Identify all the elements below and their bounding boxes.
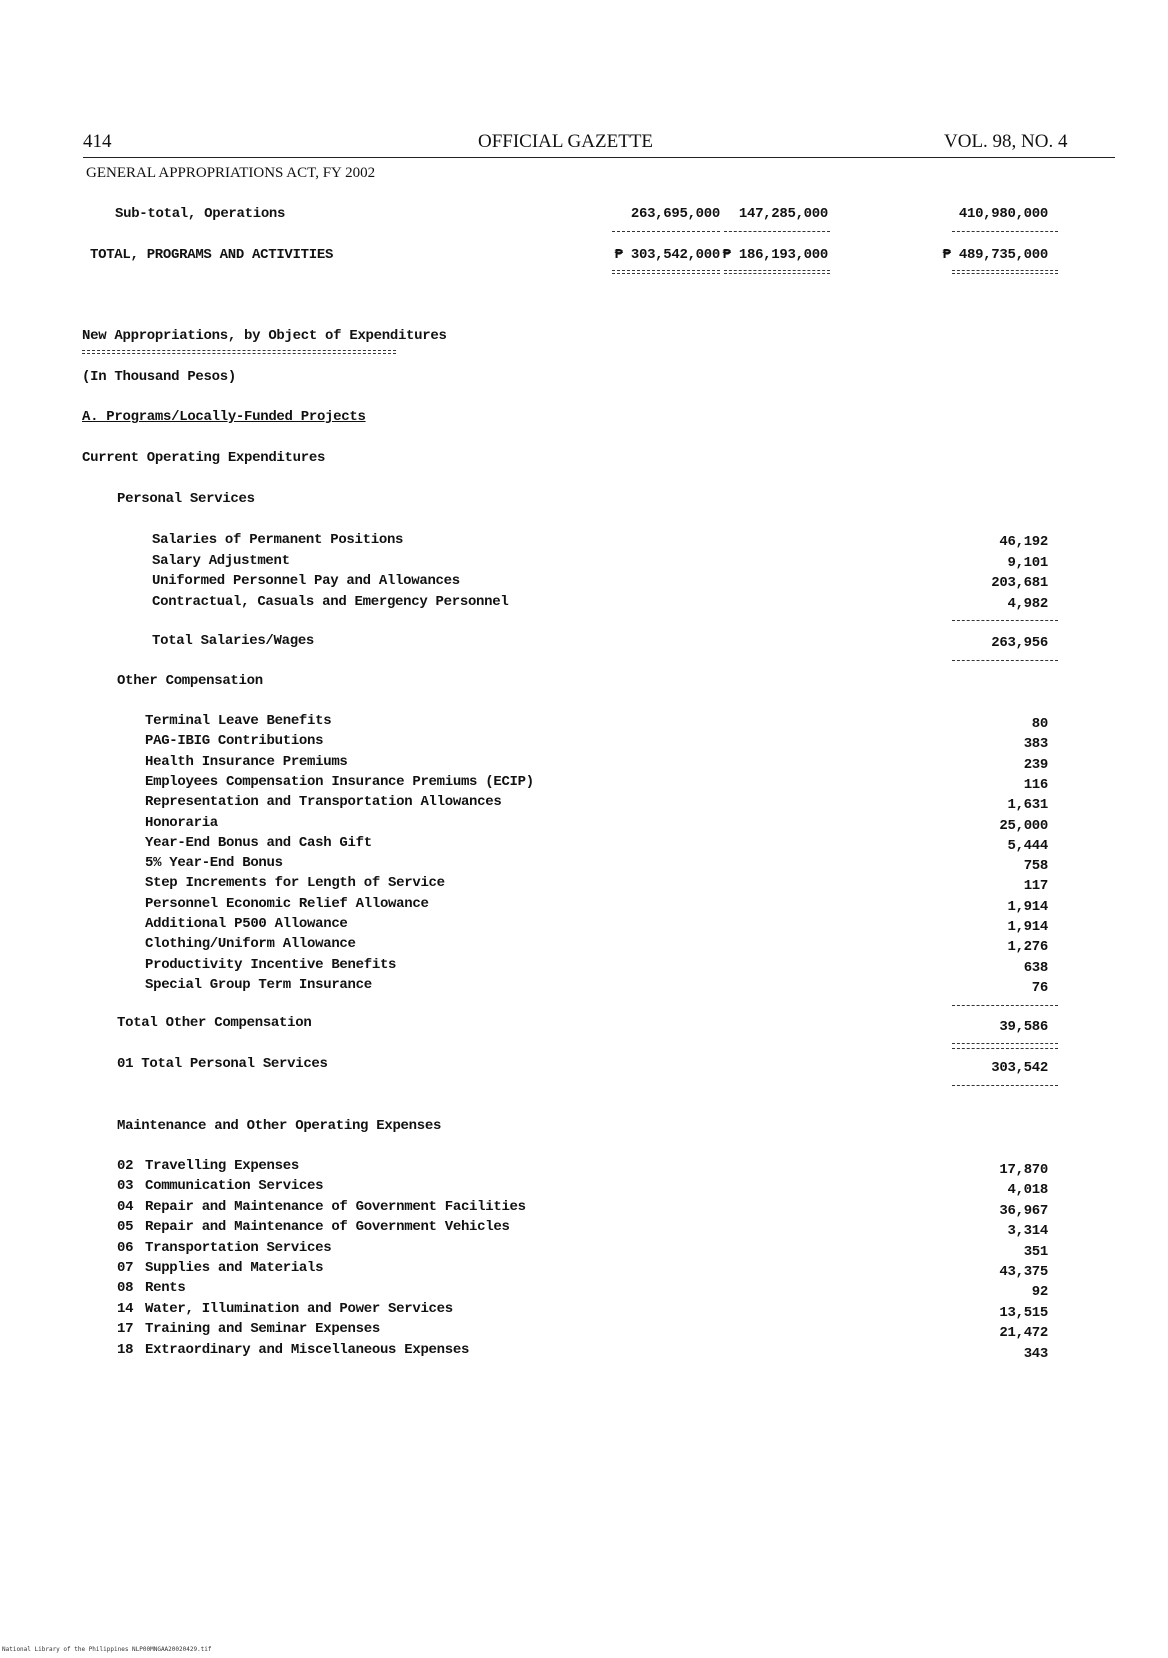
line-item-code: 14 — [117, 1300, 134, 1317]
line-item-value: 36,967 — [999, 1202, 1048, 1219]
line-item-label: Repair and Maintenance of Government Vehicles — [145, 1219, 510, 1236]
line-item-value: 43,375 — [999, 1264, 1048, 1280]
line-item-label: Terminal Leave Benefits — [145, 713, 332, 729]
rule — [952, 231, 1058, 232]
total-programs-col1: ₱ 303,542,000 — [614, 247, 720, 263]
line-item-label: Supplies and Materials — [145, 1260, 324, 1276]
line-item-code: 07 — [117, 1260, 134, 1276]
line-item-code: 17 — [117, 1321, 134, 1338]
line-item-label: Uniformed Personnel Pay and Allowances — [152, 573, 460, 589]
line-item-value: 1,276 — [1007, 939, 1048, 956]
line-item-value: 1,914 — [1007, 919, 1048, 935]
line-item-value: 13,515 — [999, 1304, 1048, 1321]
rule — [952, 1085, 1058, 1086]
page-number: 414 — [83, 131, 112, 152]
total-programs-label: TOTAL, PROGRAMS AND ACTIVITIES — [90, 247, 334, 263]
line-item-label: Personnel Economic Relief Allowance — [145, 895, 429, 912]
double-rule — [952, 270, 1058, 274]
subtotal-label: Sub-total, Operations — [115, 206, 286, 222]
line-item-value: 239 — [1023, 756, 1048, 773]
line-item-label: Water, Illumination and Power Services — [145, 1300, 453, 1317]
line-item-label: Step Increments for Length of Service — [145, 875, 445, 892]
line-item-label: Repair and Maintenance of Government Facilities — [145, 1198, 526, 1215]
rule — [952, 1043, 1058, 1044]
subtotal-col2: 147,285,000 — [738, 206, 828, 222]
line-item-code: 02 — [117, 1158, 134, 1174]
line-item-value: 351 — [1023, 1243, 1048, 1260]
total-programs-col2: ₱ 186,193,000 — [722, 247, 828, 263]
total-salaries-label: Total Salaries/Wages — [152, 633, 315, 649]
line-item-label: Honoraria — [145, 814, 218, 831]
total-personal-value: 303,542 — [991, 1060, 1048, 1076]
line-item-value: 4,018 — [1007, 1182, 1048, 1199]
line-item-label: Health Insurance Premiums — [145, 753, 348, 770]
double-rule — [724, 270, 830, 274]
total-personal-label: 01 Total Personal Services — [117, 1056, 328, 1072]
line-item-value: 3,314 — [1007, 1223, 1048, 1240]
line-item-label: Clothing/Uniform Allowance — [145, 936, 356, 953]
line-item-code: 18 — [117, 1341, 134, 1358]
line-item-value: 758 — [1023, 858, 1048, 875]
line-item-value: 203,681 — [991, 575, 1048, 591]
line-item-label: Transportation Services — [145, 1239, 332, 1256]
line-item-value: 1,631 — [1007, 797, 1048, 814]
line-item-label: Productivity Incentive Benefits — [145, 956, 397, 973]
total-other-comp-value: 39,586 — [999, 1019, 1048, 1035]
line-item-code: 06 — [117, 1239, 134, 1256]
rule — [952, 620, 1058, 621]
line-item-label: Extraordinary and Miscellaneous Expenses — [145, 1341, 470, 1358]
line-item-code: 04 — [117, 1198, 134, 1215]
scan-footer: National Library of the Philippines NLP00MNGAA20020429.tif — [2, 1646, 212, 1653]
line-item-value: 21,472 — [999, 1325, 1048, 1342]
rule — [724, 231, 830, 232]
line-item-label: 5% Year-End Bonus — [145, 855, 283, 872]
header-rule — [83, 157, 1115, 158]
line-item-value: 80 — [1031, 716, 1048, 732]
line-item-value: 1,914 — [1007, 898, 1048, 915]
act-subtitle: GENERAL APPROPRIATIONS ACT, FY 2002 — [86, 165, 376, 181]
line-item-label: Special Group Term Insurance — [145, 976, 372, 993]
line-item-label: Contractual, Casuals and Emergency Personnel — [152, 593, 509, 610]
line-item-label: Salaries of Permanent Positions — [152, 532, 404, 548]
total-programs-total: ₱ 489,735,000 — [942, 247, 1048, 263]
publication-title: OFFICIAL GAZETTE — [478, 131, 654, 152]
rule — [952, 1048, 1058, 1049]
line-item-value: 5,444 — [1007, 837, 1048, 854]
line-item-label: Training and Seminar Expenses — [145, 1321, 380, 1338]
line-item-label: Travelling Expenses — [145, 1158, 299, 1174]
line-item-label: Communication Services — [145, 1178, 324, 1195]
line-item-value: 92 — [1031, 1284, 1048, 1301]
line-item-value: 4,982 — [1007, 595, 1048, 612]
line-item-label: Year-End Bonus and Cash Gift — [145, 834, 372, 851]
line-item-label: Rents — [145, 1280, 186, 1297]
line-item-code: 03 — [117, 1178, 134, 1195]
line-item-value: 9,101 — [1007, 554, 1048, 571]
current-opex-heading: Current Operating Expenditures — [82, 450, 326, 466]
line-item-value: 17,870 — [999, 1162, 1048, 1178]
line-item-code: 05 — [117, 1219, 134, 1236]
line-item-label: Additional P500 Allowance — [145, 916, 348, 932]
rule — [952, 1005, 1058, 1006]
total-other-comp-label: Total Other Compensation — [117, 1015, 312, 1031]
personal-services-heading: Personal Services — [117, 491, 255, 507]
section-title: New Appropriations, by Object of Expenditures — [82, 328, 447, 344]
line-item-value: 76 — [1031, 979, 1048, 996]
line-item-value: 25,000 — [999, 817, 1048, 834]
line-item-value: 343 — [1023, 1345, 1048, 1362]
line-item-value: 117 — [1023, 878, 1048, 895]
line-item-code: 08 — [117, 1280, 134, 1297]
section-title-underline — [82, 350, 396, 354]
line-item-label: PAG-IBIG Contributions — [145, 733, 324, 750]
subtotal-total: 410,980,000 — [958, 206, 1048, 222]
double-rule — [612, 270, 720, 274]
volume-label: VOL. 98, NO. 4 — [944, 131, 1068, 152]
total-salaries-value: 263,956 — [991, 635, 1048, 651]
rule — [612, 231, 720, 232]
other-comp-heading: Other Compensation — [117, 673, 263, 689]
line-item-label: Salary Adjustment — [152, 552, 290, 569]
units-label: (In Thousand Pesos) — [82, 369, 236, 385]
rule — [952, 660, 1058, 661]
mooe-heading: Maintenance and Other Operating Expenses — [117, 1118, 442, 1134]
line-item-value: 638 — [1023, 959, 1048, 976]
part-a-heading: A. Programs/Locally-Funded Projects — [82, 409, 366, 425]
line-item-value: 116 — [1023, 776, 1048, 793]
line-item-label: Representation and Transportation Allowances — [145, 794, 502, 811]
subtotal-col1: 263,695,000 — [630, 206, 720, 222]
line-item-label: Employees Compensation Insurance Premiums (ECIP) — [145, 773, 534, 790]
line-item-value: 46,192 — [999, 534, 1048, 550]
line-item-value: 383 — [1023, 736, 1048, 753]
